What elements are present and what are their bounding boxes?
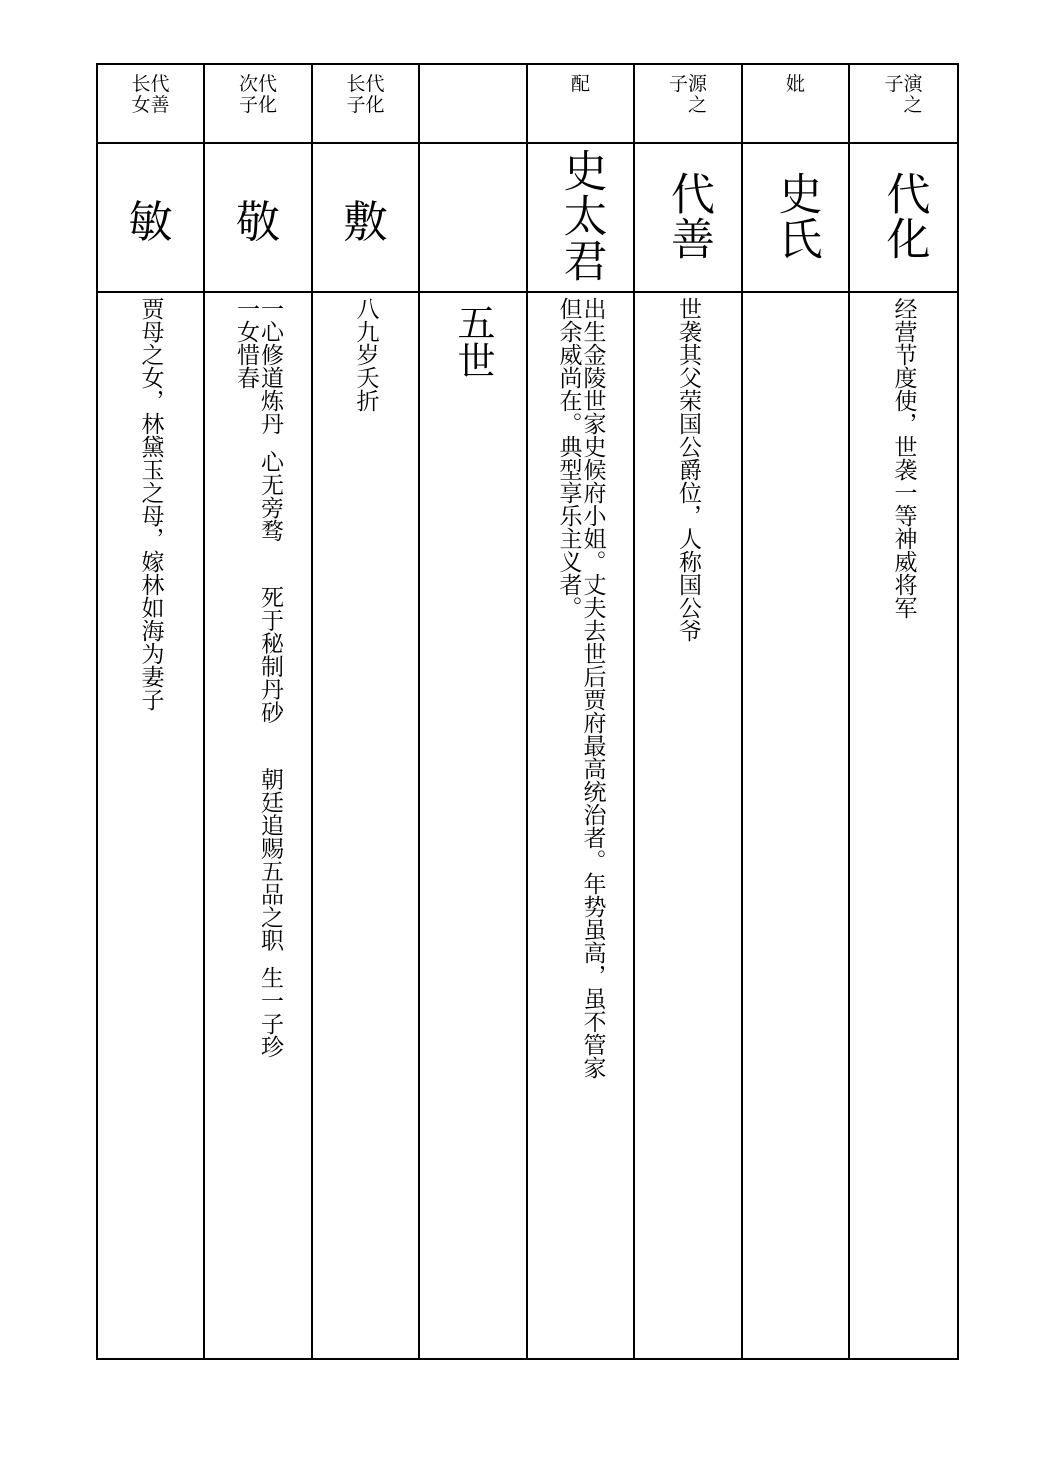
generation-label: 五世: [451, 303, 495, 379]
biography-cell: [527, 292, 634, 1359]
name-row: [97, 143, 958, 292]
biography-cell: [849, 292, 958, 1359]
header-row: [97, 64, 958, 143]
biography-cell: [97, 292, 204, 1359]
biography-text: 一心修道炼丹 心无旁骛 死于秘制丹砂 朝廷追赐五品之职 生一子珍 一女惜春: [233, 297, 283, 1058]
biography-cell: [312, 292, 419, 1359]
name-cell: [634, 143, 742, 292]
header-cell: [742, 64, 849, 143]
relation-label: [346, 74, 384, 116]
name-cell: [97, 143, 204, 292]
relation-label-line: 子化: [346, 94, 385, 116]
person-name: 代化: [878, 170, 930, 261]
biography-cell: [419, 292, 527, 1359]
biography-text: 贾母之女，林黛玉之母，嫁林如海为妻子: [137, 297, 164, 711]
biography-row: [97, 292, 958, 1359]
relation-label: [239, 74, 277, 116]
name-cell: [419, 143, 527, 292]
name-cell: [312, 143, 419, 292]
relation-label-line: 子源: [668, 73, 707, 95]
biography-text: 八九岁夭折: [352, 297, 379, 412]
name-cell: [849, 143, 958, 292]
header-cell: [634, 64, 742, 143]
name-cell: [204, 143, 312, 292]
relation-label-line: 次代: [238, 73, 277, 95]
relation-label: [571, 74, 590, 95]
relation-label-line: 妣: [785, 73, 805, 95]
biography-text: 经营节度使，世袭一等神威将军: [890, 297, 917, 619]
person-name: 史氏: [770, 170, 822, 261]
biography-cell: [742, 292, 849, 1359]
name-cell: [527, 143, 634, 292]
biography-cell: [204, 292, 312, 1359]
header-cell: [849, 64, 958, 143]
relation-label-line: 之: [687, 94, 707, 116]
header-cell: [527, 64, 634, 143]
person-name: 代善: [663, 170, 714, 261]
relation-label-line: 之: [903, 94, 923, 116]
relation-label: [131, 74, 169, 116]
relation-label: [884, 74, 922, 116]
header-cell: [204, 64, 312, 143]
relation-label-line: 长代: [131, 73, 170, 95]
relation-label-line: 子化: [238, 94, 277, 116]
relation-label: [786, 74, 805, 95]
person-name: 敷: [343, 196, 388, 248]
person-name: 敏: [128, 196, 173, 248]
biography-text: 出生金陵世家史候府小姐。丈夫去世后贾府最高统治者。年势虽高，虽不管家 但余威尚在。典型享乐主义者。: [555, 297, 606, 1079]
header-cell: [97, 64, 204, 143]
biography-text: 世袭其父荣国公爵位，人称国公爷: [675, 297, 701, 642]
person-name: 敬: [236, 196, 280, 248]
genealogy-table: [96, 63, 959, 1360]
relation-label-line: 子演: [884, 73, 923, 95]
relation-label-line: 长代: [346, 73, 385, 95]
relation-label-line: 女善: [131, 94, 170, 116]
header-cell: [419, 64, 527, 143]
header-cell: [312, 64, 419, 143]
name-cell: [742, 143, 849, 292]
person-name: 史太君: [555, 148, 607, 283]
relation-label-line: 配: [570, 73, 590, 95]
biography-cell: [634, 292, 742, 1359]
relation-label: [669, 74, 707, 116]
